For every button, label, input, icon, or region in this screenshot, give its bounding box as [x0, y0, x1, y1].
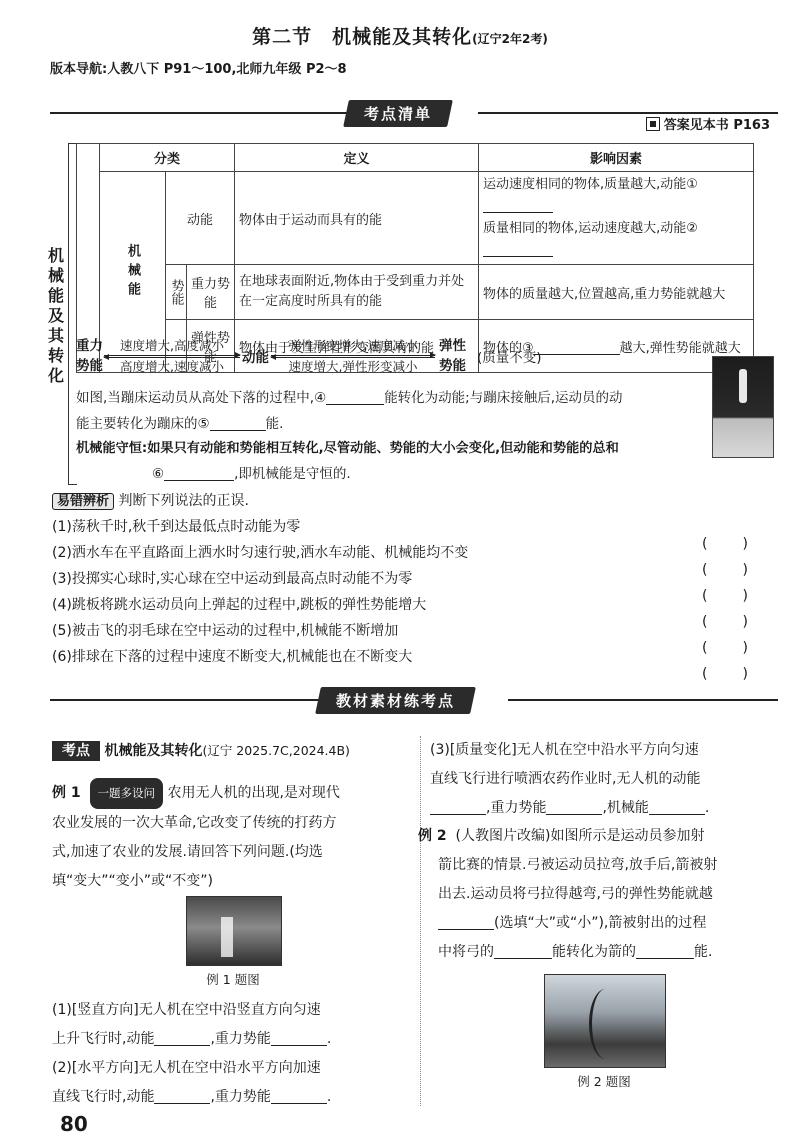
conservation-line2: ⑥ ,即机械能是守恒的.	[152, 466, 351, 482]
answer-blank[interactable]	[546, 800, 602, 815]
multi-question-pill: 一题多设问	[90, 778, 164, 809]
energy-conversion-diagram	[76, 336, 676, 376]
judge-list	[52, 516, 776, 682]
example2-caption: 例 2 题图	[577, 1074, 631, 1089]
row-gravity-factors: 物体的质量越大,位置越高,重力势能就越大	[479, 265, 754, 320]
judge-intro: 判断下列说法的正误.	[118, 493, 249, 509]
judge-item: (2)洒水车在平直路面上洒水时匀速行驶,洒水车动能、机械能均不变 ( )	[52, 545, 748, 578]
side-label-mechanical-energy: 机械能及其转化	[47, 246, 64, 385]
blank-4[interactable]	[326, 390, 384, 405]
row-kinetic-def: 物体由于运动而具有的能	[235, 172, 479, 265]
conv-gravity-label: 重力势能	[76, 338, 103, 374]
trampoline-photo	[712, 356, 774, 458]
answer-book-icon	[646, 117, 660, 131]
banner2-rule-right	[508, 699, 778, 701]
conv-elastic-label: 弹性势能	[439, 338, 466, 374]
judge-item: (5)被击飞的羽毛球在空中运动的过程中,机械能不断增加 ( )	[52, 623, 748, 656]
trampoline-text-line1: 如图,当蹦床运动员从高处下落的过程中,④ 能转化为动能;与蹦床接触后,运动员的动	[76, 390, 623, 406]
judge-item: (1)荡秋千时,秋千到达最低点时动能为零 ( )	[52, 519, 748, 552]
kaodian-title: 机械能及其转化	[104, 743, 203, 759]
blank-6[interactable]	[164, 466, 234, 481]
judge-header	[52, 490, 249, 510]
kaodian-header	[52, 740, 350, 760]
title-subtitle: (辽宁2年2考)	[472, 32, 548, 46]
answer-paren[interactable]: ( )	[702, 588, 748, 604]
header-factors: 影响因素	[479, 144, 754, 172]
kaodian-tag: 考点	[52, 741, 100, 761]
group-label-mechanical: 机械能	[100, 172, 166, 373]
answer-paren[interactable]: ( )	[702, 562, 748, 578]
example1-intro: 例 1 一题多设问 农用无人机的出现,是对现代 农业发展的一次大革命,它改变了传统的打药方 式,加速了农业的发展.请回答下列问题.(均选 填“变大”“变小”或“不变”)	[52, 778, 412, 896]
drone-photo	[186, 896, 282, 966]
spray-mist	[221, 917, 233, 957]
banner-rule-left	[50, 112, 350, 114]
bow-shape	[589, 989, 622, 1059]
answer-paren[interactable]: ( )	[702, 640, 748, 656]
row-elastic-name: 弹性势能	[166, 320, 235, 373]
archery-photo	[544, 974, 666, 1068]
row-kinetic-name: 动能	[166, 172, 235, 265]
answer-paren[interactable]: ( )	[702, 666, 748, 682]
judge-item: (6)排球在下落的过程中速度不断变大,机械能也在不断变大 ( )	[52, 649, 748, 682]
judge-item: (4)跳板将跳水运动员向上弹起的过程中,跳板的弹性势能增大 ( )	[52, 597, 748, 630]
blank-5[interactable]	[210, 416, 266, 431]
banner2-rule-left	[50, 699, 320, 701]
page-title	[0, 22, 800, 49]
kaodian-sub: (辽宁 2025.7C,2024.4B)	[202, 743, 350, 758]
header-category: 分类	[100, 144, 235, 172]
blank-2[interactable]	[483, 242, 553, 257]
trampoline-text-line2: 能主要转化为蹦床的⑤ 能.	[76, 416, 284, 432]
answer-reference: 答案见本书 P163	[646, 114, 770, 133]
row-gravity-name: 势能 重力势能	[166, 265, 235, 320]
potential-label: 势能	[166, 265, 187, 319]
judge-tag: 易错辨析	[52, 493, 114, 510]
section-banner-kaodian-list: 考点清单	[343, 100, 453, 127]
conv-arrow-1: 速度增大,高度减小 高度增大,速度减小	[104, 338, 240, 375]
example2-text: 例 2 (人教图片改编)如图所示是运动员参加射 箭比赛的情景.弓被运动员拉弯,放手后,箭被射 出去.运动员将弓拉得越弯,弓的弹性势能就越 (选填“大”或“小”),箭被射出的过程 中将弓的 能转化为箭的 能.	[418, 828, 718, 960]
athlete-figure	[739, 369, 747, 403]
conv-note: (质量不变)	[477, 350, 542, 366]
answer-blank[interactable]	[271, 1089, 327, 1104]
title-text: 第二节 机械能及其转化	[252, 26, 473, 48]
answer-blank[interactable]	[649, 800, 705, 815]
judge-item: (3)投掷实心球时,实心球在空中运动到最高点时动能不为零 ( )	[52, 571, 748, 604]
blank-1[interactable]	[483, 198, 553, 213]
conv-kinetic-label: 动能	[242, 350, 269, 366]
example2-label: 例 2	[418, 828, 447, 844]
row-elastic-def: 物体由于发生弹性形变而具有的能	[235, 320, 479, 373]
answer-blank[interactable]	[271, 1031, 327, 1046]
answer-blank[interactable]	[430, 800, 486, 815]
answer-paren[interactable]: ( )	[702, 536, 748, 552]
answer-blank[interactable]	[636, 944, 694, 959]
answer-paren[interactable]: ( )	[702, 614, 748, 630]
example1-caption: 例 1 题图	[206, 972, 260, 987]
section-banner-textbook: 教材素材练考点	[315, 687, 476, 714]
conv-arrow-2: 弹性形变增大,速度减小 速度增大,弹性形变减小	[271, 338, 435, 375]
page-number: 80	[60, 1112, 88, 1136]
row-elastic-factors: 物体的③ 越大,弹性势能就越大	[479, 320, 754, 373]
answer-blank[interactable]	[438, 915, 494, 930]
answer-blank[interactable]	[494, 944, 552, 959]
example1-questions: (1)[竖直方向]无人机在空中沿竖直方向匀速 上升飞行时,动能 ,重力势能 . (2)[水平方向]无人机在空中沿水平方向加速 直线飞行时,动能 ,重力势能 .	[52, 1002, 332, 1105]
row-gravity-def: 在地球表面附近,物体由于受到重力并处在一定高度时所具有的能	[235, 265, 479, 320]
answer-blank[interactable]	[154, 1031, 210, 1046]
conservation-line1: 机械能守恒:如果只有动能和势能相互转化,尽管动能、势能的大小会变化,但动能和势能的总和	[76, 441, 619, 456]
example1-q3: (3)[质量变化]无人机在空中沿水平方向匀速 直线飞行进行喷洒农药作业时,无人机的动能 ,重力势能 ,机械能 .	[430, 742, 710, 816]
row-kinetic-factors: 运动速度相同的物体,质量越大,动能① 质量相同的物体,运动速度越大,动能②	[479, 172, 754, 265]
header-definition: 定义	[235, 144, 479, 172]
example1-label: 例 1	[52, 785, 81, 801]
version-nav: 版本导航:人教八下 P91～100,北师九年级 P2～8	[50, 62, 347, 77]
answer-blank[interactable]	[154, 1089, 210, 1104]
